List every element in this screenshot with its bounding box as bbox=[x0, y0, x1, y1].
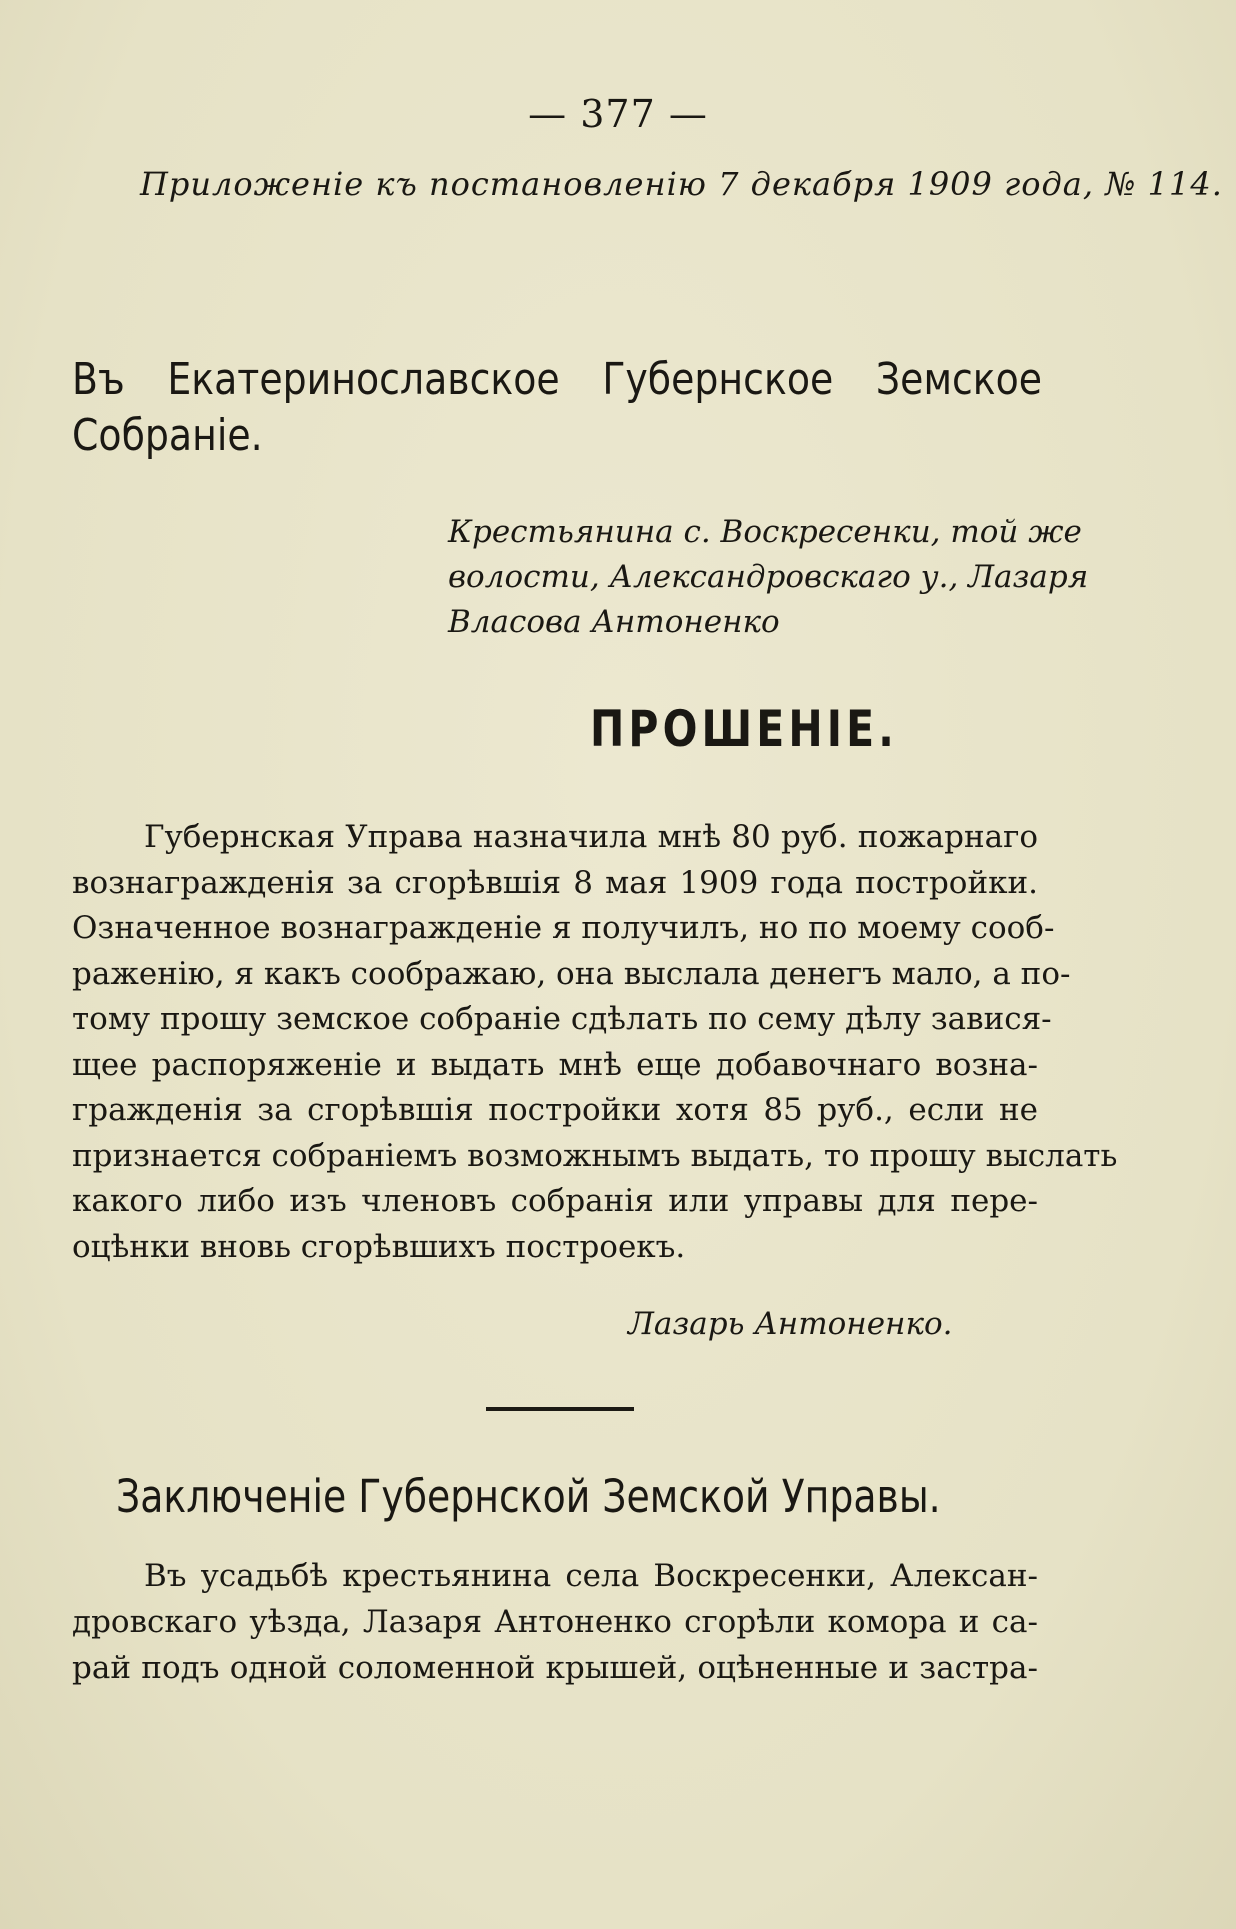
petition-line: признается собраніемъ возможнымъ выдать, то прошу выслать bbox=[72, 1137, 1118, 1174]
petition-line: раженію, я какъ соображаю, она выслала денегъ мало, а по- bbox=[72, 955, 1071, 992]
petition-line: Губернская Управа назначила мнѣ 80 руб. пожарнаго bbox=[144, 819, 1038, 855]
conclusion-body bbox=[72, 1553, 1038, 1691]
conclusion-line: Въ усадьбѣ крестьянина села Воскресенки, Алексан- bbox=[144, 1558, 1038, 1594]
petition-line: вознагражденія за сгорѣвшія 8 мая 1909 года постройки. bbox=[72, 864, 1038, 901]
petition-title: ПРОШЕНІЕ. bbox=[590, 700, 898, 758]
petitioner-line: Власова Антоненко bbox=[448, 604, 780, 640]
petition-line: щее распоряженіе и выдать мнѣ еще добавочнаго возна- bbox=[72, 1046, 1038, 1083]
petition-line: тому прошу земское собраніе сдѣлать по сему дѣлу завися- bbox=[72, 1001, 1052, 1037]
petition-line: какого либо изъ членовъ собранія или управы для пере- bbox=[72, 1183, 1038, 1219]
petitioner-line: Крестьянина с. Воскресенки, той же bbox=[448, 514, 1082, 550]
petition-line: оцѣнки вновь сгорѣвшихъ построекъ. bbox=[72, 1228, 686, 1265]
section-divider bbox=[486, 1407, 634, 1411]
page-number: — 377 — bbox=[528, 92, 708, 136]
signature: Лазарь Антоненко. bbox=[628, 1306, 953, 1342]
petition-body bbox=[72, 815, 1118, 1270]
petitioner-block bbox=[448, 510, 1089, 645]
conclusion-line: дровскаго уѣзда, Лазаря Антоненко сгорѣли комора и са- bbox=[72, 1604, 1038, 1640]
conclusion-heading: Заключеніе Губернской Земской Управы. bbox=[116, 1470, 941, 1523]
petition-line: Означенное вознагражденіе я получилъ, но по моему сооб- bbox=[72, 910, 1055, 946]
conclusion-line: рай подъ одной соломенной крышей, оцѣненные и застра- bbox=[72, 1650, 1038, 1686]
appendix-note: Приложеніе къ постановленію 7 декабря 1909 года, № 114. bbox=[140, 165, 1223, 203]
addressee-heading: Въ Екатеринославское Губернское Земское Собраніе. bbox=[72, 354, 1043, 461]
petition-line: гражденія за сгорѣвшія постройки хотя 85 руб., если не bbox=[72, 1092, 1038, 1128]
petitioner-line: волости, Александровскаго у., Лазаря bbox=[448, 559, 1089, 595]
